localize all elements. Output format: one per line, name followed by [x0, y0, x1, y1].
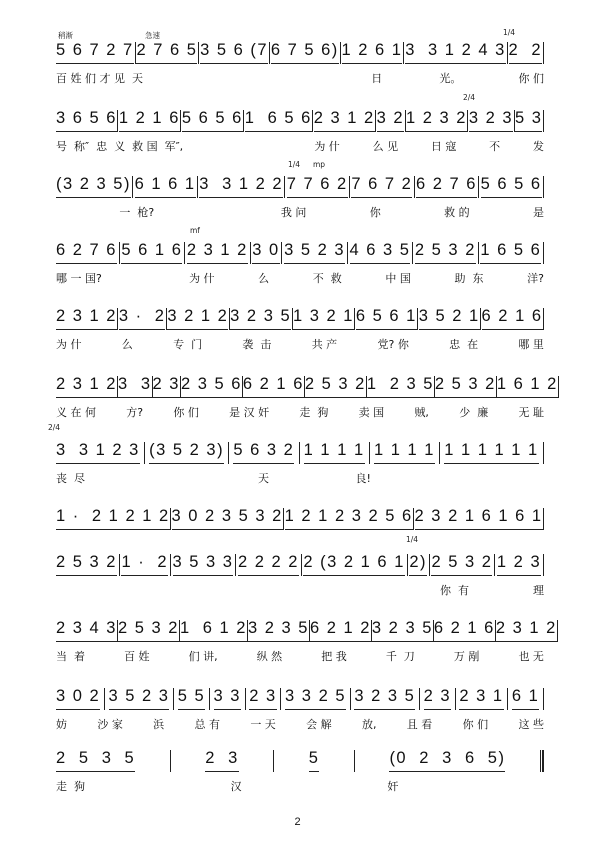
lyric-text: 光。: [439, 72, 462, 85]
measure: 1 2 3 2: [406, 108, 467, 132]
measure: 1 1 1 1: [374, 440, 435, 464]
barline: [403, 42, 404, 64]
barline: [119, 554, 120, 576]
measure: 5 5: [178, 686, 205, 710]
barline: [209, 688, 210, 710]
measure: 1 6 1 2: [180, 618, 247, 642]
measure: 5 6 7 2 7: [56, 40, 134, 64]
measure: 1 2 6 1: [342, 40, 403, 64]
barline: [414, 176, 415, 198]
measure: 1 · 2 1 2 1 2: [56, 506, 170, 530]
lyric-text: 总 有: [194, 718, 220, 731]
measure: 2 5 3 2: [56, 552, 117, 576]
lyric-text: 一 枪?: [119, 206, 155, 219]
measure: 2 2 2 2: [238, 552, 299, 576]
measure: 6 2 7 6: [416, 174, 477, 198]
lyric-text: 理: [533, 584, 544, 597]
lyric-text: 把 我: [321, 650, 347, 663]
lyric-text: 哪 里: [518, 338, 544, 351]
notes-row: [56, 42, 544, 64]
measure: 7 6 7 2: [351, 174, 412, 198]
lyrics-row: [56, 470, 544, 486]
lyrics-row: [56, 716, 544, 732]
lyric-text: 一 天: [250, 718, 276, 731]
barline: [507, 42, 508, 64]
annotation-dyn-mp: mp: [313, 160, 326, 169]
barline: [543, 508, 544, 530]
annotation-tempo-2: 急速: [145, 31, 160, 40]
barline: [170, 750, 171, 772]
barline: [235, 554, 236, 576]
lyric-text: 助 东: [454, 272, 484, 285]
barline: [478, 242, 479, 264]
lyrics-row: [56, 336, 544, 352]
lyric-text: 袭 击: [242, 338, 272, 351]
annotation-meter-5: 1/4: [406, 535, 419, 544]
barline: [354, 750, 355, 772]
measure: 3 2: [377, 108, 404, 132]
barline: [543, 554, 544, 576]
barline: [340, 42, 341, 64]
measure: 3 3: [118, 374, 152, 398]
lyric-text: 无 耻: [518, 406, 544, 419]
lyric-text: 是 汉 奸: [229, 406, 270, 419]
measure: 1 2 3: [497, 552, 541, 576]
measure: 3 2 3 5: [248, 618, 309, 642]
measure: 3 6 5 6: [56, 108, 117, 132]
lyric-text: 专 门: [173, 338, 203, 351]
measure: 1 1 1 1: [304, 440, 365, 464]
measure: 1 2 1 2 3 2 5 6: [285, 506, 413, 530]
lyric-text: 浜: [153, 718, 165, 731]
score-system: [56, 370, 558, 430]
lyric-text: 中 国: [385, 272, 411, 285]
barline: [144, 442, 145, 464]
barline: [119, 242, 120, 264]
lyric-text: 为 什: [56, 338, 82, 351]
measure: 3 · 2: [119, 306, 166, 330]
barline: [543, 42, 544, 64]
measure: 2 3 5 6: [181, 374, 242, 398]
lyric-text: 你 有: [440, 584, 469, 597]
measure: 3 3 1 2 3: [56, 440, 140, 464]
notes-row: [56, 176, 544, 198]
notes-row: [56, 242, 544, 264]
barline: [184, 242, 185, 264]
measure: 2 5 3 2: [435, 374, 496, 398]
lyrics-row: [56, 778, 544, 794]
measure: 6 2 1 6: [243, 374, 304, 398]
lyric-text: 洋?: [527, 272, 544, 285]
lyric-text: 么: [121, 338, 133, 351]
barline: [540, 750, 544, 772]
measure: 2 3: [153, 374, 180, 398]
lyric-text: 放,: [361, 718, 377, 731]
score-system: [56, 548, 544, 608]
measure: 2 3 1 2: [496, 618, 557, 642]
barline: [478, 176, 479, 198]
lyrics-row: [56, 648, 544, 664]
measure: 3 5 6 (7: [200, 40, 268, 64]
barline: [494, 554, 495, 576]
annotation-dyn-mf: mf: [190, 226, 200, 235]
barline: [429, 554, 430, 576]
measure: (3 5 2 3): [149, 440, 224, 464]
annotation-meter-2: 2/4: [463, 93, 476, 102]
lyric-text: 少 廉: [459, 406, 489, 419]
lyric-text: 汉: [230, 780, 242, 793]
barline: [369, 442, 370, 464]
notes-row: [56, 308, 544, 330]
lyric-text: 发: [532, 140, 544, 153]
lyrics-row: [56, 138, 544, 154]
barline: [245, 688, 246, 710]
measure: 6 7 5 6): [271, 40, 339, 64]
lyric-text: 你 们: [462, 718, 489, 731]
lyric-text: 我 问: [280, 206, 307, 219]
lyric-text: 会 解: [306, 718, 332, 731]
lyric-text: 不: [489, 140, 501, 153]
measure: 5: [309, 748, 320, 772]
measure: 6 1: [512, 686, 539, 710]
measure: 5 6 5 6: [481, 174, 542, 198]
score-system: [56, 236, 544, 296]
score-system: [56, 682, 544, 742]
lyric-text: 奸: [387, 780, 399, 793]
barline: [543, 242, 544, 264]
measure: 4 6 3 5: [350, 240, 411, 264]
measure: 2 5 3 2: [415, 240, 476, 264]
lyric-text: 救 的: [444, 206, 470, 219]
measure: 2 5 3 2: [118, 618, 179, 642]
measure: 3 2 3: [469, 108, 513, 132]
lyric-text: 良!: [355, 472, 371, 485]
measure: (3 2 3 5): [56, 174, 131, 198]
lyrics-row: [56, 582, 544, 598]
barline: [543, 688, 544, 710]
lyric-text: 们 讲,: [188, 650, 218, 663]
measure: 6 2 1 2: [310, 618, 371, 642]
barline: [543, 110, 544, 132]
score-system: [56, 170, 544, 230]
barline: [228, 442, 229, 464]
lyric-text: 是: [533, 206, 544, 219]
score-system: [56, 36, 544, 96]
lyric-text: 纵 然: [256, 650, 283, 663]
lyric-text: 也 无: [518, 650, 544, 663]
barline: [273, 750, 274, 772]
measure: 3 5 2 3: [284, 240, 345, 264]
lyric-text: 共 产: [311, 338, 338, 351]
lyric-text: 天: [258, 472, 270, 485]
measure: 1 6 5 6: [480, 240, 541, 264]
measure: 3 2 3 5: [230, 306, 291, 330]
notes-row: [56, 110, 544, 132]
score-system: [56, 614, 557, 674]
measure: 6 2 7 6: [56, 240, 117, 264]
measure: 2 3 4 3: [56, 618, 117, 642]
lyric-text: 方?: [126, 406, 144, 419]
annotation-tempo-1: 稍渐: [58, 31, 73, 40]
lyric-text: 不 救: [312, 272, 342, 285]
measure: 2 5 3 5: [56, 748, 135, 772]
measure: 2 3 1 2: [314, 108, 375, 132]
barline: [543, 442, 544, 464]
lyric-text: 当 着: [56, 650, 85, 663]
measure: 2 3 1 2: [187, 240, 248, 264]
measure: 3 3 1 2 2: [199, 174, 283, 198]
barline: [280, 688, 281, 710]
barline: [412, 242, 413, 264]
measure: 1 · 2: [121, 552, 168, 576]
measure: 3 3 2 5: [285, 686, 346, 710]
lyric-text: 号 称″ 忠 义 救 国 军″,: [56, 140, 184, 153]
annotation-meter-4: 2/4: [48, 423, 61, 432]
lyric-text: 百 姓: [124, 650, 150, 663]
lyric-text: 走 狗: [299, 406, 329, 419]
score-system: [56, 436, 544, 496]
barline: [455, 688, 456, 710]
measure: 2 3: [424, 686, 451, 710]
lyric-text: 义 在 何: [56, 406, 96, 419]
notes-row: [56, 688, 544, 710]
barline: [419, 688, 420, 710]
measure: 1 6 1 2: [497, 374, 558, 398]
lyric-text: 为 什: [314, 140, 340, 153]
measure: 1 2 1 6: [119, 108, 180, 132]
measure: 2 7 6 5: [136, 40, 197, 64]
lyric-text: 千 刀: [385, 650, 415, 663]
measure: 1 1 1 1 1 1: [444, 440, 538, 464]
measure: 6 1 6 1: [135, 174, 196, 198]
barline: [350, 688, 351, 710]
lyric-text: 党? 你: [377, 338, 409, 351]
notes-row: [56, 442, 544, 464]
measure: 2 3 1: [459, 686, 503, 710]
measure: 3 5 2 3: [109, 686, 170, 710]
measure: 2): [409, 552, 427, 576]
lyrics-row: [56, 70, 544, 86]
measure: (0 2 3 6 5): [389, 748, 505, 772]
notes-row: [56, 508, 544, 530]
barline: [407, 554, 408, 576]
barline: [132, 176, 133, 198]
annotation-meter-3: 1/4: [288, 160, 301, 169]
measure: 3 0 2: [56, 686, 100, 710]
score-system: [56, 104, 544, 164]
lyric-text: 沙 家: [97, 718, 123, 731]
measure: 5 6 1 6: [121, 240, 182, 264]
lyric-text: 万 剐: [453, 650, 480, 663]
lyric-text: 妨: [56, 718, 67, 731]
lyric-text: 你 们: [518, 72, 544, 85]
barline: [250, 242, 251, 264]
measure: 3 5 3 3: [173, 552, 234, 576]
barline: [269, 42, 270, 64]
measure: 3 2 3 5: [372, 618, 433, 642]
barline: [439, 442, 440, 464]
measure: 1 3 2 1: [293, 306, 354, 330]
lyric-text: 你: [369, 206, 381, 219]
barline: [198, 42, 199, 64]
notes-row: [56, 554, 544, 576]
lyric-text: 忠 在: [449, 338, 479, 351]
barline: [173, 688, 174, 710]
measure: 3 5 2 1: [419, 306, 480, 330]
measure: 2 3 1 2: [56, 306, 117, 330]
barline: [543, 176, 544, 198]
barline: [507, 688, 508, 710]
notes-row: [56, 619, 557, 642]
measure: 7 7 6 2: [287, 174, 348, 198]
lyrics-row: [56, 204, 544, 220]
lyrics-row: [56, 404, 544, 420]
measure: 5 6 3 2: [233, 440, 294, 464]
measure: 3 0 2 3 5 3 2: [172, 506, 283, 530]
measure: 2 3: [249, 686, 276, 710]
barline: [135, 42, 136, 64]
measure: 2 5 3 2: [431, 552, 492, 576]
barline: [284, 176, 285, 198]
measure: 6 5 6 1: [356, 306, 417, 330]
lyric-text: 日 寇: [430, 140, 457, 153]
score-system: [56, 302, 544, 362]
lyric-text: 卖 国: [358, 406, 385, 419]
lyric-text: 这 些: [518, 718, 544, 731]
lyric-text: 走 狗: [56, 780, 85, 793]
barline: [170, 554, 171, 576]
measure: 1 2 3 5: [367, 374, 434, 398]
lyric-text: 为 什: [189, 272, 215, 285]
measure: 3 2 3 5: [354, 686, 415, 710]
measure: 2 3: [205, 748, 239, 772]
lyric-text: 百 姓 们 才 见 天: [56, 72, 143, 85]
measure: 2 3 2 1 6 1 6 1: [415, 506, 543, 530]
measure: 3 3: [214, 686, 241, 710]
lyric-text: 日: [371, 72, 383, 85]
lyric-text: 哪 一 国?: [56, 272, 102, 285]
barline: [281, 242, 282, 264]
measure: 5 3: [515, 108, 542, 132]
lyric-text: 么 见: [372, 140, 399, 153]
notes-row: [56, 375, 558, 398]
measure: 2 3 1 2: [56, 374, 117, 398]
measure: 2 (3 2 1 6 1: [303, 552, 404, 576]
barline: [301, 554, 302, 576]
lyric-text: 且 看: [406, 718, 433, 731]
barline: [349, 176, 350, 198]
measure: 2 5 3 2: [305, 374, 366, 398]
notes-row: [56, 750, 544, 772]
measure: 3 3 1 2 4 3: [405, 40, 506, 64]
lyric-text: 贼,: [414, 406, 429, 419]
measure: 1 6 5 6: [245, 108, 312, 132]
measure: 6 2 1 6: [482, 306, 543, 330]
measure: 6 2 1 6: [434, 618, 495, 642]
lyric-text: 你 们: [173, 406, 199, 419]
lyric-text: 丧 尽: [56, 472, 85, 485]
barline: [557, 620, 558, 642]
lyric-text: 么: [258, 272, 270, 285]
measure: 5 6 5 6: [182, 108, 243, 132]
barline: [543, 308, 544, 330]
barline: [558, 376, 559, 398]
score-system: [56, 744, 544, 804]
barline: [104, 688, 105, 710]
page-number: 2: [294, 816, 301, 828]
measure: 2 2: [509, 40, 543, 64]
measure: 3 0: [252, 240, 279, 264]
barline: [347, 242, 348, 264]
barline: [299, 442, 300, 464]
barline: [197, 176, 198, 198]
lyrics-row: [56, 270, 544, 286]
annotation-meter-1: 1/4: [503, 28, 516, 37]
measure: 3 2 1 2: [167, 306, 228, 330]
